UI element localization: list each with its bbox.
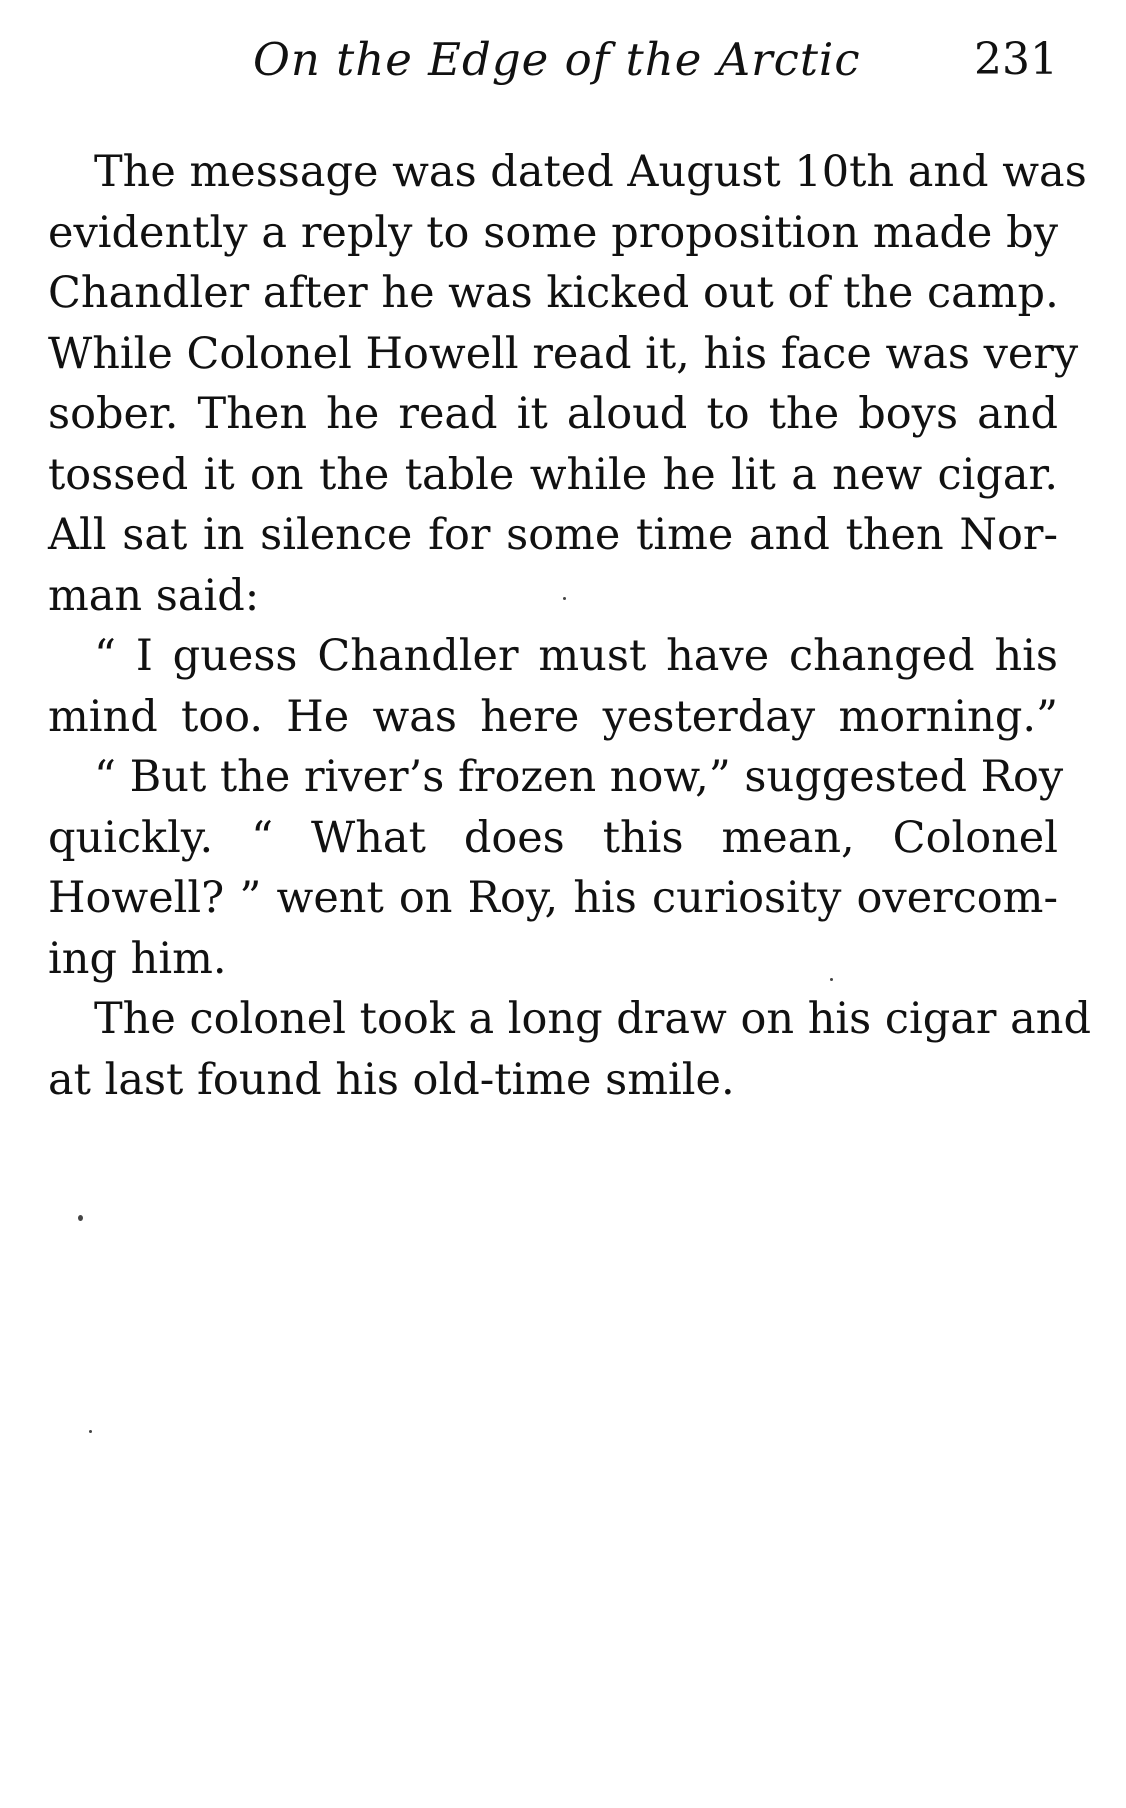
scan-speck — [830, 978, 833, 981]
text-line: at last found his old-time smile. — [48, 1054, 735, 1105]
scan-speck — [89, 1430, 92, 1433]
text-line: “ But the river’s frozen now,” suggested Roy — [94, 752, 1064, 802]
scan-speck — [78, 1215, 83, 1221]
text-line: mind too. He was here yesterday morning.” — [48, 691, 1058, 742]
text-line: While Colonel Howell read it, his face was very — [48, 328, 1079, 379]
text-line: “ I guess Chandler must have changed his — [94, 631, 1058, 681]
text-line: sober. Then he read it aloud to the boys and — [48, 389, 1058, 439]
text-line: tossed it on the table while he lit a new cigar. — [48, 449, 1058, 500]
text-line: man said: — [48, 570, 260, 621]
text-line: ing him. — [48, 933, 227, 984]
page-number: 231 — [974, 34, 1058, 85]
text-line: Howell? ” went on Roy, his curiosity overcom- — [48, 873, 1058, 923]
scan-speck — [563, 597, 566, 600]
text-line: Chandler after he was kicked out of the camp. — [48, 268, 1059, 318]
running-head — [48, 28, 1058, 92]
text-line: The message was dated August 10th and was — [94, 147, 1087, 197]
running-title: On the Edge of the Arctic — [253, 33, 861, 86]
text-line: quickly. “ What does this mean, Colonel — [48, 812, 1058, 863]
body-text — [48, 142, 1091, 1110]
text-line: evidently a reply to some proposition made by — [48, 207, 1058, 258]
text-line: All sat in silence for some time and then Nor- — [48, 510, 1058, 560]
text-line: The colonel took a long draw on his cigar and — [94, 994, 1091, 1044]
